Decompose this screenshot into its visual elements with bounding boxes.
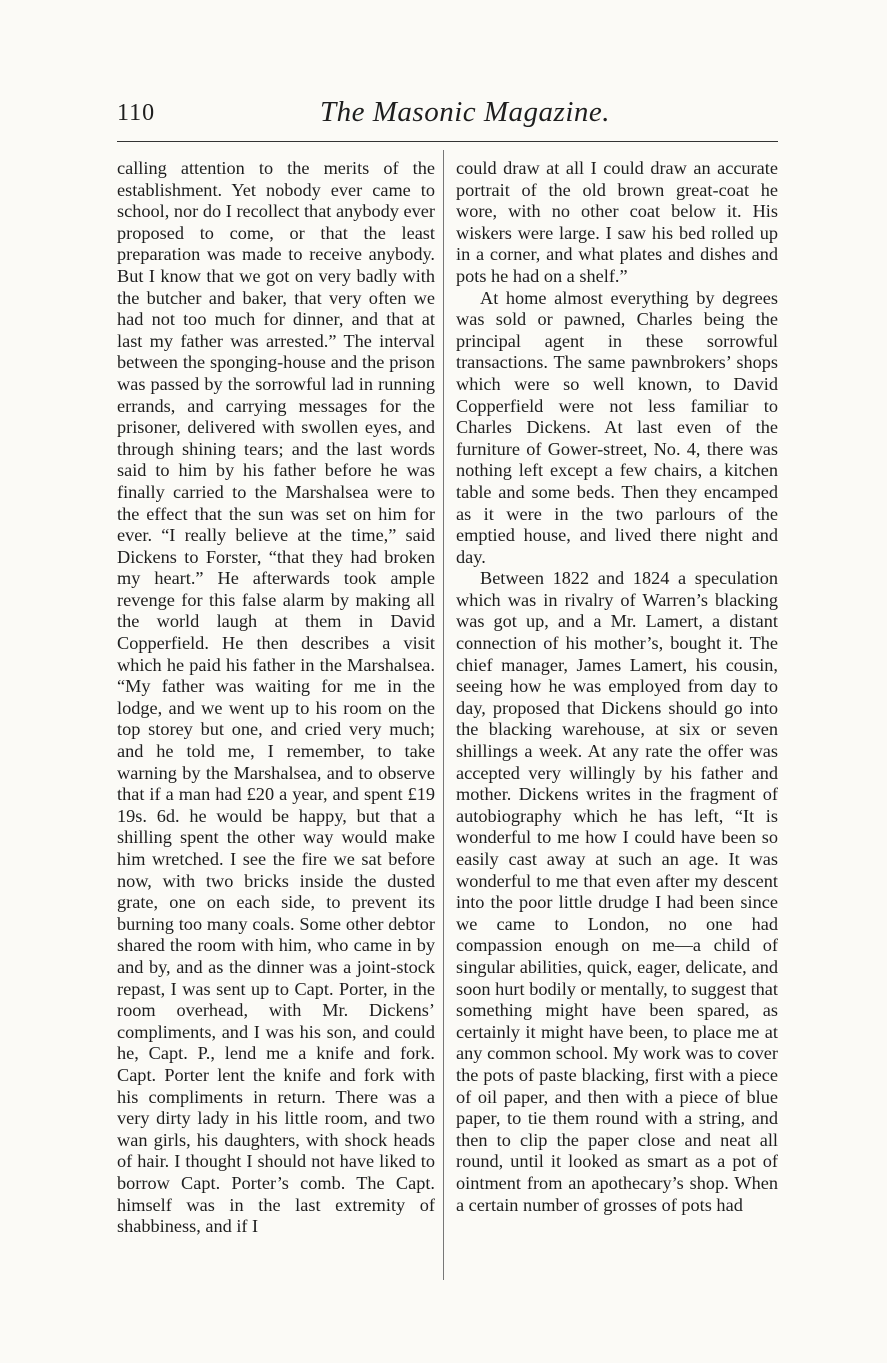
left-column [117,158,435,1238]
paragraph: Between 1822 and 1824 a speculation which was in rivalry of Warren’s blacking was got up, and a Mr. Lamert, a distant connection of his mother’s, bought it. The chief manager, James Lamert, his cousin, seeing how he was employed from day to day, proposed that Dickens should go into the blacking warehouse, at six or seven shillings a week. At any rate the offer was accepted very willingly by his father and mother. Dickens writes in the fragment of autobiography which he has left, “It is wonderful to me how I could have been so easily cast away at such an age. It was wonderful to me that even after my descent into the poor little drudge I had been since we came to London, no one had compassion enough on me—a child of singular abilities, quick, eager, delicate, and soon hurt bodily or mentally, to suggest that something might have been spared, as certainly it might have been, to place me at any common school. My work was to cover the pots of paste blacking, first with a piece of oil paper, and then with a piece of blue paper, to tie them round with a string, and then to clip the paper close and neat all round, until it looked as smart as a pot of ointment from an apothecary’s shop. When a certain number of grosses of pots had [456,568,778,1215]
column-divider [443,150,444,1280]
paragraph: could draw at all I could draw an accurate portrait of the old brown great-coat he wore, with no other coat below it. His wiskers were large. I saw his bed rolled up in a corner, and what plates and dishes and pots he had on a shelf.” [456,158,778,286]
paragraph: At home almost everything by degrees was sold or pawned, Charles being the principal agent in these sorrowful transactions. The same pawnbrokers’ shops which were so well known, to David Copperfield were not less familiar to Charles Dickens. At last even of the furniture of Gower-street, No. 4, there was nothing left except a few chairs, a kitchen table and some beds. Then they encamped as it were in the two parlours of the emptied house, and lived there night and day. [456,287,778,567]
paragraph: calling attention to the merits of the establishment. Yet nobody ever came to school, nor do I recollect that anybody ever proposed to come, or that the least preparation was made to receive anybody. But I know that we got on very badly with the butcher and baker, that very often we had not too much for dinner, and that at last my father was arrested.” The interval between the sponging-house and the prison was passed by the sorrowful lad in running errands, and carrying messages for the prisoner, delivered with swollen eyes, and through shining tears; and the last words said to him by his father before he was finally carried to the Marshalsea were to the effect that the sun was set on him for ever. “I really believe at the time,” said Dickens to Forster, “that they had broken my heart.” He afterwards took ample revenge for this false alarm by making all the world laugh at them in David Copperfield. He then describes a visit which he paid his father in the Marshalsea. “My father was waiting for me in the lodge, and we went up to his room on the top storey but one, and cried very much; and he told me, I remember, to take warning by the Marshalsea, and to observe that if a man had £20 a year, and spent £19 19s. 6d. he would be happy, but that a shilling spent the other way would make him wretched. I see the fire we sat before now, with two bricks inside the dusted grate, one on each side, to prevent its burning too many coals. Some other debtor shared the room with him, who came in by and by, and as the dinner was a joint-stock repast, I was sent up to Capt. Porter, in the room overhead, with Mr. Dickens’ compliments, and I was his son, and could he, Capt. P., lend me a knife and fork. Capt. Porter lent the knife and fork with his compliments in return. There was a very dirty lady in his little room, and two wan girls, his daughters, with shock heads of hair. I thought I should not have liked to borrow Capt. Porter’s comb. The Capt. himself was in the last extremity of shabbiness, and if I [117,158,435,1237]
right-column [456,158,778,1216]
page-number: 110 [117,100,156,126]
running-title: The Masonic Magazine. [320,96,610,128]
header-rule [117,141,778,142]
